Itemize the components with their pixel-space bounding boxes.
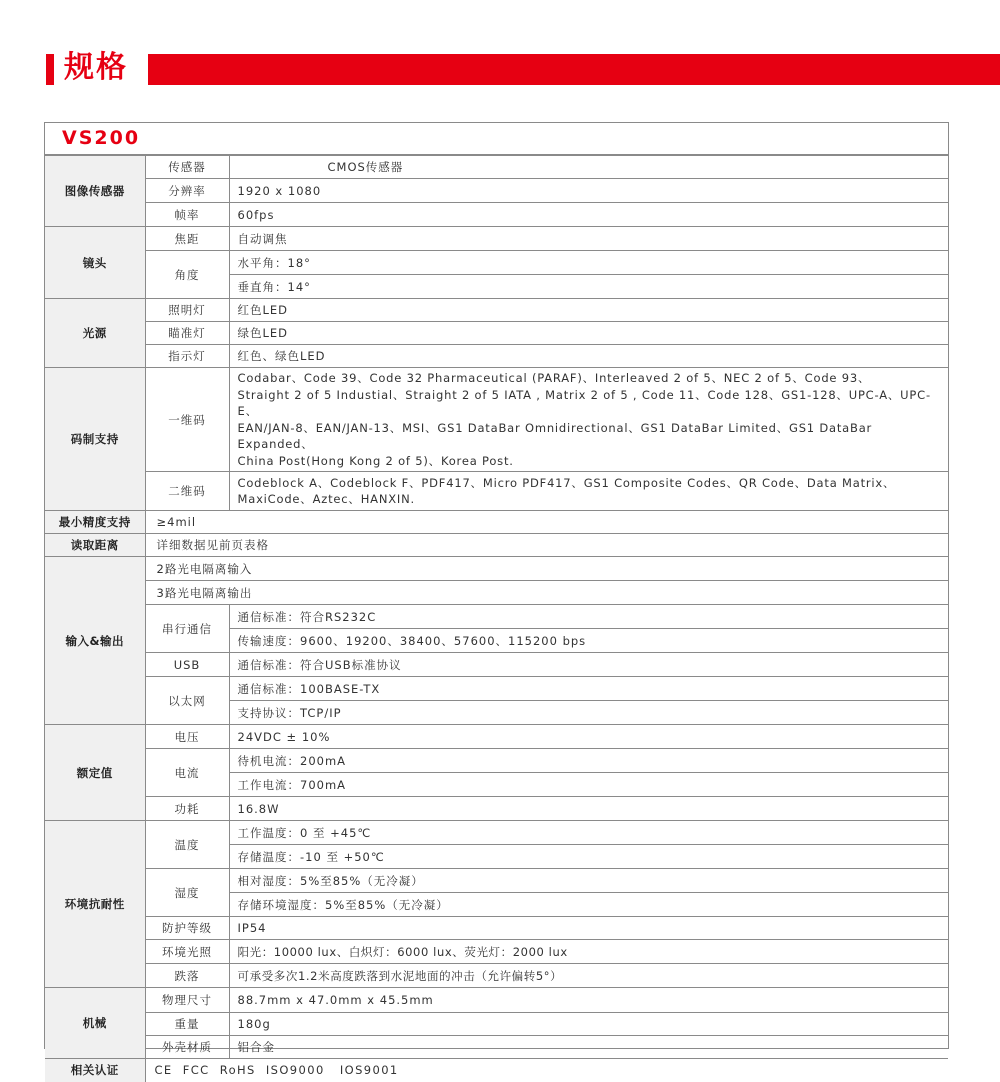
code-line: Straight 2 of 5 Industial、Straight 2 of 5 IATA , Matrix 2 of 5 , Code 11、Code 128、GS1-128、UPC-A、UPC-E、 xyxy=(237,387,931,418)
table-row xyxy=(45,677,948,701)
value-serial-speed: 传输速度：9600、19200、38400、57600、115200 bps xyxy=(229,629,948,653)
value-framerate: 60fps xyxy=(229,203,948,227)
label-temperature: 温度 xyxy=(145,821,229,869)
table-row xyxy=(45,581,948,605)
value-serial-std: 通信标准：符合RS232C xyxy=(229,605,948,629)
code-line: China Post(Hong Kong 2 of 5)、Korea Post. xyxy=(237,453,514,468)
category-io: 输入&输出 xyxy=(45,557,145,725)
label-1d-codes: 一维码 xyxy=(145,368,229,472)
category-read-distance: 读取距离 xyxy=(45,534,145,557)
category-min-precision: 最小精度支持 xyxy=(45,511,145,534)
value-indicator: 红色、绿色LED xyxy=(229,345,948,368)
table-row xyxy=(45,322,948,345)
table-row xyxy=(45,156,948,179)
label-shell: 外壳材质 xyxy=(145,1036,229,1059)
table-row xyxy=(45,821,948,845)
value-drop: 可承受多次1.2米高度跌落到水泥地面的冲击（允许偏转5°） xyxy=(229,964,948,988)
value-humid-store: 存储环境湿度：5%至85%（无冷凝） xyxy=(229,893,948,917)
category-light: 光源 xyxy=(45,299,145,368)
label-angle: 角度 xyxy=(145,251,229,299)
value-humid-rel: 相对湿度：5%至85%（无冷凝） xyxy=(229,869,948,893)
model-title-row xyxy=(45,123,948,155)
table-row xyxy=(45,605,948,629)
value-angle-h: 水平角：18° xyxy=(229,251,948,275)
value-dimensions: 88.7mm x 47.0mm x 45.5mm xyxy=(229,988,948,1013)
table-row xyxy=(45,179,948,203)
table-row xyxy=(45,988,948,1013)
table-row xyxy=(45,869,948,893)
value-angle-v: 垂直角：14° xyxy=(229,275,948,299)
value-ambient: 阳光：10000 lux、白炽灯：6000 lux、荧光灯：2000 lux xyxy=(229,940,948,964)
label-framerate: 帧率 xyxy=(145,203,229,227)
value-current-standby: 待机电流：200mA xyxy=(229,749,948,773)
table-row xyxy=(45,534,948,557)
value-usb-std: 通信标准：符合USB标准协议 xyxy=(229,653,948,677)
header-accent-mark xyxy=(46,54,54,85)
value-focus: 自动调焦 xyxy=(229,227,948,251)
value-ip-rating: IP54 xyxy=(229,917,948,940)
label-dimensions: 物理尺寸 xyxy=(145,988,229,1013)
table-row xyxy=(45,557,948,581)
label-focus: 焦距 xyxy=(145,227,229,251)
value-illum: 红色LED xyxy=(229,299,948,322)
table-row xyxy=(45,725,948,749)
table-row xyxy=(45,749,948,773)
table-row xyxy=(45,511,948,534)
value-2d-codes xyxy=(229,472,948,511)
code-line: MaxiCode、Aztec、HANXIN. xyxy=(237,492,415,506)
label-resolution: 分辨率 xyxy=(145,179,229,203)
table-row xyxy=(45,203,948,227)
table-row xyxy=(45,345,948,368)
category-cert: 相关认证 xyxy=(45,1059,145,1082)
page-title: 规格 xyxy=(64,50,128,85)
code-line: Codabar、Code 39、Code 32 Pharmaceutical (PARAF)、Interleaved 2 of 5、NEC 2 of 5、Code 93、 xyxy=(237,371,871,385)
table-row xyxy=(45,251,948,275)
label-serial: 串行通信 xyxy=(145,605,229,653)
value-1d-codes xyxy=(229,368,948,472)
table-row xyxy=(45,917,948,940)
header-bar xyxy=(148,54,1000,85)
value-temp-work: 工作温度：0 至 +45℃ xyxy=(229,821,948,845)
label-usb: USB xyxy=(145,653,229,677)
table-row xyxy=(45,1013,948,1036)
table-row xyxy=(45,940,948,964)
label-power: 功耗 xyxy=(145,797,229,821)
label-drop: 跌落 xyxy=(145,964,229,988)
value-temp-store: 存储温度：-10 至 +50℃ xyxy=(229,845,948,869)
value-shell: 铝合金 xyxy=(229,1036,948,1059)
spec-table-container xyxy=(44,122,949,1078)
label-weight: 重量 xyxy=(145,1013,229,1036)
spec-table xyxy=(45,155,948,1082)
value-io-input: 2路光电隔离输入 xyxy=(145,557,948,581)
value-eth-proto: 支持协议：TCP/IP xyxy=(229,701,948,725)
table-row xyxy=(45,472,948,511)
value-resolution: 1920 x 1080 xyxy=(229,179,948,203)
label-current: 电流 xyxy=(145,749,229,797)
value-min-precision: ≥4mil xyxy=(145,511,948,534)
value-voltage: 24VDC ± 10% xyxy=(229,725,948,749)
table-row xyxy=(45,1036,948,1059)
value-power: 16.8W xyxy=(229,797,948,821)
table-row xyxy=(45,964,948,988)
value-cert: CE FCC RoHS ISO9000 IOS9001 xyxy=(145,1059,948,1082)
category-environment: 环境抗耐性 xyxy=(45,821,145,988)
label-ip-rating: 防护等级 xyxy=(145,917,229,940)
value-eth-std: 通信标准：100BASE-TX xyxy=(229,677,948,701)
category-lens: 镜头 xyxy=(45,227,145,299)
value-current-work: 工作电流：700mA xyxy=(229,773,948,797)
value-weight: 180g xyxy=(229,1013,948,1036)
label-aim: 瞄准灯 xyxy=(145,322,229,345)
label-humidity: 湿度 xyxy=(145,869,229,917)
label-2d-codes: 二维码 xyxy=(145,472,229,511)
category-rated: 额定值 xyxy=(45,725,145,821)
table-row xyxy=(45,299,948,322)
value-aim: 绿色LED xyxy=(229,322,948,345)
category-mechanical: 机械 xyxy=(45,988,145,1059)
value-sensor: CMOS传感器 xyxy=(229,156,948,179)
category-symbology: 码制支持 xyxy=(45,368,145,511)
label-ambient: 环境光照 xyxy=(145,940,229,964)
table-row xyxy=(45,227,948,251)
label-sensor: 传感器 xyxy=(145,156,229,179)
code-line: EAN/JAN-8、EAN/JAN-13、MSI、GS1 DataBar Omnidirectional、GS1 DataBar Limited、GS1 DataBar Expanded、 xyxy=(237,420,873,451)
label-voltage: 电压 xyxy=(145,725,229,749)
label-indicator: 指示灯 xyxy=(145,345,229,368)
table-row xyxy=(45,653,948,677)
label-illum: 照明灯 xyxy=(145,299,229,322)
label-ethernet: 以太网 xyxy=(145,677,229,725)
table-row xyxy=(45,368,948,472)
value-read-distance: 详细数据见前页表格 xyxy=(145,534,948,557)
table-row xyxy=(45,1059,948,1082)
value-io-output: 3路光电隔离输出 xyxy=(145,581,948,605)
category-image-sensor: 图像传感器 xyxy=(45,156,145,227)
code-line: Codeblock A、Codeblock F、PDF417、Micro PDF417、GS1 Composite Codes、QR Code、Data Matrix、 xyxy=(237,475,896,490)
model-name: VS200 xyxy=(62,127,141,149)
table-row xyxy=(45,797,948,821)
